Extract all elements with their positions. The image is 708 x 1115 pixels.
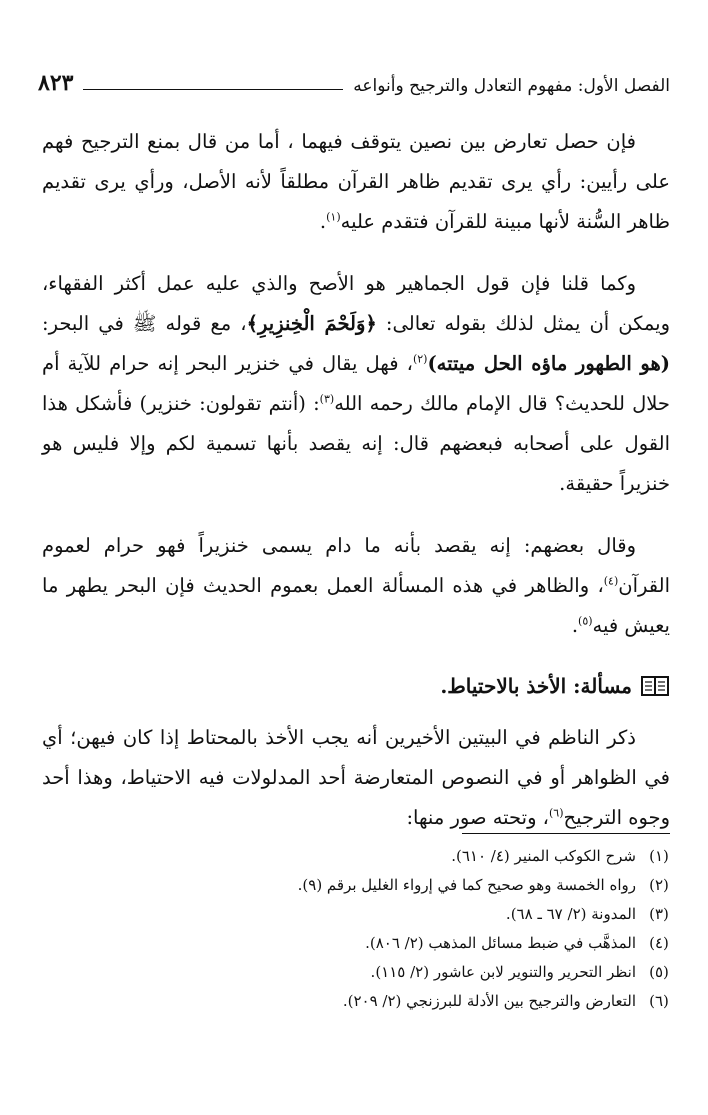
paragraph-1 — [42, 122, 670, 242]
footnote-number: (٤) — [649, 934, 669, 952]
footnotes-list — [42, 842, 672, 1016]
footnote-number: (٦) — [649, 992, 669, 1010]
footnote-text: المدونة (٢/ ٦٧ ـ ٦٨). — [505, 905, 636, 923]
paragraph-text: ، فهل يقال في خنزير البحر إنه حرام للآية أم حلال للحديث؟ قال الإمام مالك رحمه الله — [42, 352, 670, 415]
footnote-text: التعارض والترجيح بين الأدلة للبرزنجي (٢/ ٢٠٩). — [342, 992, 636, 1010]
paragraph-text: . — [319, 210, 327, 233]
footnote-text: انظر التحرير والتنوير لابن عاشور (٢/ ١١٥). — [370, 963, 636, 981]
footnote-item — [42, 929, 672, 958]
chapter-title: الفصل الأول: مفهوم التعادل والترجيح وأنواعه — [353, 76, 670, 96]
footnote-text: شرح الكوكب المنير (٤/ ٦١٠). — [451, 847, 636, 865]
footnote-text: المذهَّب في ضبط مسائل المذهب (٢/ ٨٠٦). — [365, 934, 636, 952]
paragraph-text: فإن حصل تعارض بين نصين يتوقف فيهما ، أما من قال بمنع الترجيح فهم على رأيين: رأي يرى تقديم ظاهر القرآن مطلقاً لأنه الأصل، ورأي يرى تقديم ظاهر السُّنة لأنها مبينة للقرآن فتقدم عليه — [42, 130, 670, 233]
footnote-text: رواه الخمسة وهو صحيح كما في إرواء الغليل برقم (٩). — [297, 876, 636, 894]
page-number: ٨٢٣ — [38, 70, 74, 96]
paragraph-text: ذكر الناظم في البيتين الأخيرين أنه يجب الأخذ بالمحتاط إذا كان فيهن؛ أي في الظواهر أو في النصوص المتعارضة أحد المدلولات فيه الاحتياط، وهذا أحد وجوه الترجيح — [42, 726, 670, 829]
footnote-separator — [462, 833, 670, 834]
paragraph-4 — [42, 718, 670, 838]
hadith-quote: (هو الطهور ماؤه الحل ميتته) — [427, 352, 670, 375]
footnote-item — [42, 842, 672, 871]
header-rule — [83, 89, 343, 90]
paragraph-text: ، مع قوله ﷺ في البحر: — [42, 312, 247, 335]
paragraph-text: ، والظاهر في هذه المسألة العمل بعموم الحديث فإن البحر يطهر ما يعيش فيه — [42, 574, 670, 637]
footnote-number: (١) — [649, 847, 669, 865]
footnote-ref-3[interactable]: (٣) — [319, 392, 335, 406]
footnote-ref-2[interactable]: (٢) — [412, 352, 428, 366]
footnote-item — [42, 900, 672, 929]
footnote-number: (٢) — [649, 876, 669, 894]
paragraph-text: وقال بعضهم: إنه يقصد بأنه ما دام يسمى خنزيراً فهو حرام لعموم القرآن — [42, 534, 670, 597]
footnote-item — [42, 958, 672, 987]
footnote-ref-5[interactable]: (٥) — [578, 614, 593, 628]
quran-verse: ﴿وَلَحْمَ الْخِنزِيرِ﴾ — [246, 312, 377, 335]
paragraph-text: . — [571, 614, 579, 637]
open-book-icon — [640, 675, 670, 697]
footnote-number: (٥) — [649, 963, 669, 981]
footnote-number: (٣) — [649, 905, 669, 923]
footnote-ref-1[interactable]: (١) — [326, 210, 341, 224]
paragraph-text: : (أنتم تقولون: خنزير) فأشكل هذا القول على أصحابه فبعضهم قال: إنه يقصد بأنها تسمية لكم وإلا فليس هو خنزيراً حقيقة. — [42, 392, 670, 495]
footnote-ref-6[interactable]: (٦) — [548, 806, 564, 820]
section-heading — [42, 668, 670, 704]
paragraph-3 — [42, 526, 670, 646]
footnote-item — [42, 871, 672, 900]
paragraph-text: ، وتحته صور منها: — [406, 806, 549, 829]
paragraph-text: وكما قلنا فإن قول الجماهير هو الأصح والذي عليه عمل أكثر الفقهاء، ويمكن أن يمثل لذلك بقوله تعالى: — [42, 272, 670, 335]
main-text — [42, 122, 670, 860]
running-header — [38, 62, 670, 96]
footnote-ref-4[interactable]: (٤) — [603, 574, 619, 588]
paragraph-2 — [42, 264, 670, 504]
footnote-item — [42, 987, 672, 1016]
section-heading-text: مسألة: الأخذ بالاحتياط. — [440, 674, 632, 698]
